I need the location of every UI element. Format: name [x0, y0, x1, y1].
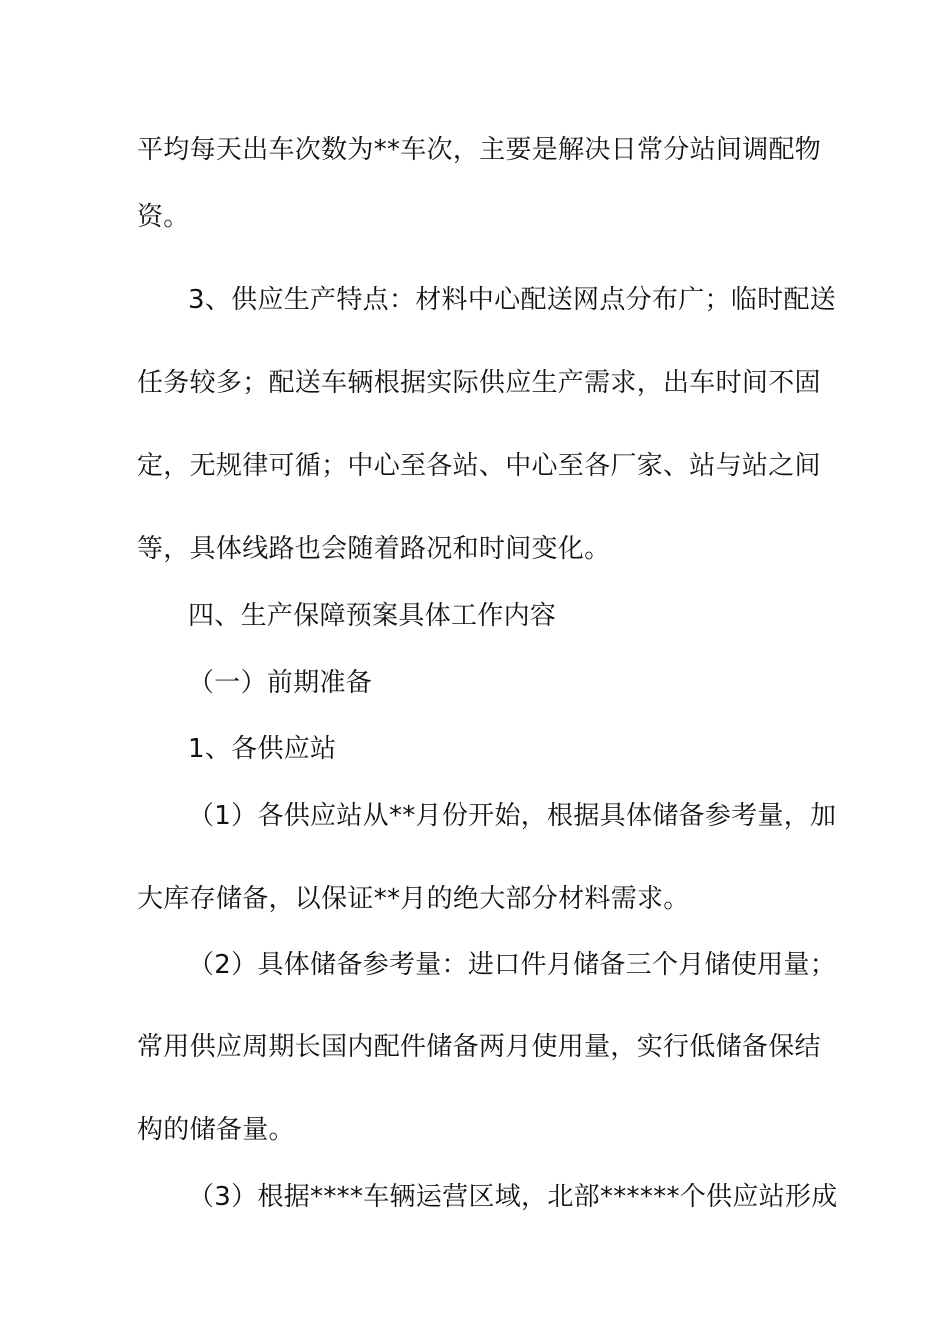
paragraph-line: 等，具体线路也会随着路况和时间变化。 — [137, 534, 611, 564]
item-heading: 1、各供应站 — [188, 734, 337, 764]
paragraph-line: 定，无规律可循；中心至各站、中心至各厂家、站与站之间 — [137, 451, 821, 481]
paragraph-line: （3）根据****车辆运营区域，北部******个供应站形成 — [188, 1182, 838, 1212]
section-heading: 四、生产保障预案具体工作内容 — [188, 601, 557, 631]
paragraph-line: 3、供应生产特点：材料中心配送网点分布广；临时配送 — [188, 285, 837, 315]
paragraph-line: （1）各供应站从**月份开始，根据具体储备参考量，加 — [188, 801, 837, 831]
paragraph-line: 任务较多；配送车辆根据实际供应生产需求，出车时间不固 — [137, 368, 821, 398]
paragraph-line: 资。 — [137, 202, 190, 232]
paragraph-line: 平均每天出车次数为**车次，主要是解决日常分站间调配物 — [137, 135, 822, 165]
subsection-heading: （一）前期准备 — [188, 668, 373, 698]
paragraph-line: （2）具体储备参考量：进口件月储备三个月储使用量； — [188, 950, 837, 980]
paragraph-line: 构的储备量。 — [137, 1115, 295, 1145]
paragraph-line: 大库存储备，以保证**月的绝大部分材料需求。 — [137, 884, 690, 914]
paragraph-line: 常用供应周期长国内配件储备两月使用量，实行低储备保结 — [137, 1032, 821, 1062]
